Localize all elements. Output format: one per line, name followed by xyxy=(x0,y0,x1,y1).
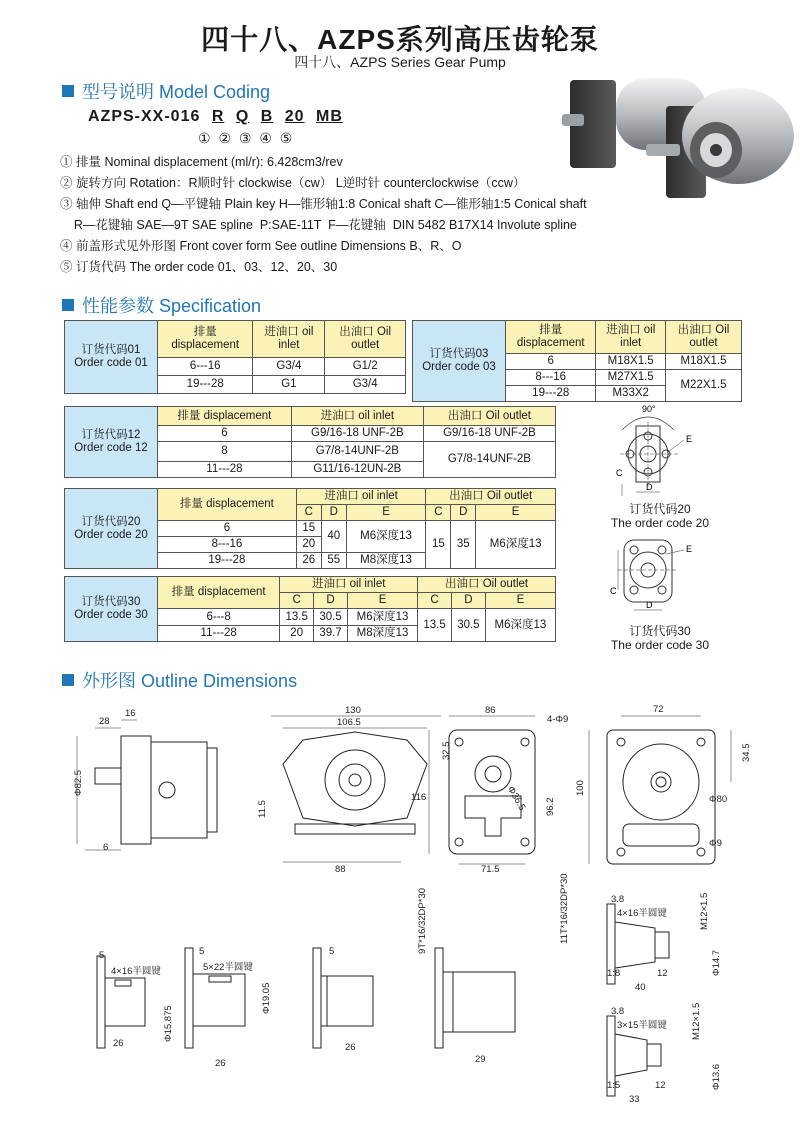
outline-drawings xyxy=(55,700,755,1120)
side-view xyxy=(77,720,217,850)
table-cell: M8深度13 xyxy=(347,626,417,642)
header-cell: C xyxy=(296,505,321,521)
dim-label: 12 xyxy=(657,968,668,979)
dim-label: 100 xyxy=(575,780,586,796)
table-cell: G7/8-14UNF-2B xyxy=(423,442,555,478)
item-rotation: ② 旋转方向 Rotation：R顺时针 clockwise（cw） L逆时针 counterclockwise（ccw） xyxy=(60,176,526,190)
bullet-square-icon xyxy=(62,674,74,686)
table-label: 订货代码01 xyxy=(81,344,141,356)
model-code-part: MB xyxy=(316,108,343,125)
dim-label: 4×16半圆键 xyxy=(111,966,161,977)
table-label: 订货代码30 xyxy=(81,596,141,608)
model-code xyxy=(88,108,349,126)
header-cell: 进油口 oil inlet xyxy=(291,407,423,426)
header-cell: 排量 displacement xyxy=(158,577,280,609)
header-cell: 排量 displacement xyxy=(158,407,292,426)
dim-label: 26 xyxy=(345,1042,356,1053)
shaft-spline-11t xyxy=(435,948,515,1048)
header-cell: 出油口 Oil outlet xyxy=(418,577,556,593)
dim-label: Φ19.05 xyxy=(261,982,272,1014)
dim-label: 33 xyxy=(629,1094,640,1105)
dim-label: 5 xyxy=(99,950,105,961)
header-cell: 进油口 oil inlet xyxy=(280,577,418,593)
dim-label: 106.5 xyxy=(337,717,361,728)
header-cell: 进油口 oil inlet xyxy=(596,321,666,354)
dim-label: 3×15半圆键 xyxy=(617,1020,667,1031)
section-model-coding xyxy=(62,78,270,104)
table-label: 订货代码03 xyxy=(429,348,489,360)
dim-label: 29 xyxy=(475,1054,486,1065)
flange-figure-20 xyxy=(600,400,710,500)
section-outline xyxy=(62,667,297,693)
fig30-caption xyxy=(580,624,740,652)
header-cell: C xyxy=(426,505,451,521)
table-label: 订货代码12 xyxy=(81,429,141,441)
header-cell: D xyxy=(321,505,346,521)
caption-line: The order code 30 xyxy=(610,638,710,652)
table-cell: M6深度13 xyxy=(476,521,556,569)
dim-label: Φ15.875 xyxy=(163,1005,174,1042)
item-order-code: ⑤ 订货代码 The order code 01、03、12、20、30 xyxy=(60,260,338,274)
table-cell: G3/4 xyxy=(253,358,325,376)
item-front-cover: ④ 前盖形式见外形图 Front cover form See outline Dimensions B、R、O xyxy=(60,239,462,253)
dim-label: 4-Φ9 xyxy=(547,714,569,725)
dim-label: 11T*16/32DP*30 xyxy=(559,873,570,944)
dim-label: 16 xyxy=(125,708,136,719)
table-label: Order code 01 xyxy=(74,357,148,369)
header-cell: 排量 displacement xyxy=(158,489,297,521)
dim-label: 86 xyxy=(485,705,496,716)
table-cell: G9/16-18 UNF-2B xyxy=(291,426,423,442)
page-subtitle: 四十八、AZPS Series Gear Pump xyxy=(294,54,506,70)
section-specification xyxy=(62,292,261,318)
dim-label: M12×1.5 xyxy=(691,1002,702,1040)
table-cell: 20 xyxy=(280,626,314,642)
table-cell: M6深度13 xyxy=(485,609,555,642)
dim-label: Φ9 xyxy=(709,838,722,849)
model-code-part: 20 xyxy=(284,108,305,125)
model-code-part: R xyxy=(211,108,225,125)
header-cell: 排量 displacement xyxy=(506,321,596,354)
header-cell: 进油口 oil inlet xyxy=(296,489,426,505)
page-title: 四十八、AZPS系列高压齿轮泵 xyxy=(201,24,599,55)
table-order-code-30 xyxy=(64,576,556,642)
table-cell: G7/8-14UNF-2B xyxy=(291,442,423,462)
header-cell: 出油口 Oil outlet xyxy=(423,407,555,426)
table-cell: M18X1.5 xyxy=(665,354,741,370)
table-cell: 26 xyxy=(296,553,321,569)
dim-label: 5 xyxy=(199,946,205,957)
table-cell: 15 xyxy=(296,521,321,537)
dim-label: Φ36.5 xyxy=(504,784,528,813)
dim-label: 26 xyxy=(215,1058,226,1069)
dim-label: 26 xyxy=(113,1038,124,1049)
table-cell: 15 xyxy=(426,521,451,569)
dim-label: D xyxy=(646,600,653,610)
dim-label: 72 xyxy=(653,704,664,715)
dim-label: 130 xyxy=(345,705,361,716)
section-label: 性能参数 Specification xyxy=(82,296,262,316)
table-cell: M27X1.5 xyxy=(596,370,666,386)
item-shaft-end: ③ 轴伸 Shaft end Q—平键轴 Plain key H—锥形轴1:8 Conical shaft C—锥形轴1:5 Conical shaft xyxy=(60,197,587,211)
table-cell: 35 xyxy=(451,521,476,569)
dim-label: 40 xyxy=(635,982,646,993)
header-cell: 出油口 Oil outlet xyxy=(665,321,741,354)
table-cell: 6 xyxy=(506,354,596,370)
table-cell: 19---28 xyxy=(506,386,596,402)
dim-label: 4×16半圆键 xyxy=(617,908,667,919)
dim-label: 1:5 xyxy=(607,1080,621,1091)
bullet-square-icon xyxy=(62,299,74,311)
flange-figure-30 xyxy=(600,534,710,620)
table-order-code-01 xyxy=(64,320,406,394)
table-cell: 6---8 xyxy=(158,609,280,626)
item-shaft-end-2: R—花键轴 SAE—9T SAE spline P:SAE-11T F—花键轴 DIN 5482 B17X14 Involute spline xyxy=(60,218,577,232)
table-cell: 30.5 xyxy=(314,609,348,626)
dim-label: 96.2 xyxy=(545,797,556,816)
bullet-square-icon xyxy=(62,85,74,97)
dim-label: Φ82.5 xyxy=(73,769,84,796)
table-cell: 55 xyxy=(321,553,346,569)
dim-label: 3.8 xyxy=(611,1006,625,1017)
table-cell: 6---16 xyxy=(158,358,253,376)
header-cell: E xyxy=(347,593,417,609)
header-cell: C xyxy=(280,593,314,609)
header-cell: D xyxy=(451,505,476,521)
header-cell: 进油口 oil inlet xyxy=(253,321,325,358)
table-label: Order code 03 xyxy=(422,361,496,373)
table-cell: M6深度13 xyxy=(346,521,426,553)
header-cell: 排量 displacement xyxy=(158,321,253,358)
table-cell: 11---28 xyxy=(158,626,280,642)
table-cell: 6 xyxy=(158,426,292,442)
header-cell: D xyxy=(314,593,348,609)
table-cell: 13.5 xyxy=(280,609,314,626)
dim-label: E xyxy=(686,544,693,554)
dim-label: 32.5 xyxy=(441,741,452,760)
dim-label: Φ13.6 xyxy=(711,1063,722,1090)
caption-line: The order code 20 xyxy=(610,516,710,530)
model-code-part: B xyxy=(260,108,274,125)
table-cell: G11/16-12UN-2B xyxy=(291,462,423,478)
table-cell: 13.5 xyxy=(418,609,452,642)
table-label: Order code 12 xyxy=(74,442,148,454)
dim-label: C xyxy=(610,586,617,596)
dim-label: Φ14.7 xyxy=(711,949,722,976)
header-cell: E xyxy=(485,593,555,609)
dim-label: 5×22半圆键 xyxy=(203,962,253,973)
caption-line: 订货代码20 xyxy=(629,502,691,516)
table-cell: 19---28 xyxy=(158,553,297,569)
table-cell: G9/16-18 UNF-2B xyxy=(423,426,555,442)
shaft-spline-9t xyxy=(313,948,373,1048)
model-code-prefix: AZPS-XX-016 xyxy=(88,108,201,125)
header-cell: E xyxy=(476,505,556,521)
dim-label: 34.5 xyxy=(741,743,752,762)
dim-label: 116 xyxy=(411,792,427,803)
dim-label: E xyxy=(686,434,693,444)
table-order-code-20 xyxy=(64,488,556,569)
table-cell: M18X1.5 xyxy=(596,354,666,370)
header-cell: 出油口 Oil outlet xyxy=(325,321,406,358)
item-displacement: ① 排量 Nominal displacement (ml/r): 6.428cm3/rev xyxy=(60,155,343,169)
caption-line: 订货代码30 xyxy=(629,624,691,638)
table-cell: 39.7 xyxy=(314,626,348,642)
table-cell: 8---16 xyxy=(158,537,297,553)
model-code-part: Q xyxy=(235,108,250,125)
table-cell: M6深度13 xyxy=(347,609,417,626)
dim-label: C xyxy=(616,468,623,478)
table-cell: 20 xyxy=(296,537,321,553)
gear-pump-photo xyxy=(562,66,798,200)
dim-label: Φ80 xyxy=(709,794,728,805)
cover-view xyxy=(429,716,535,864)
dim-label: 1:8 xyxy=(607,968,621,979)
model-code-items xyxy=(60,152,587,278)
front-view xyxy=(271,716,441,862)
dim-label: 9T*16/32DP*30 xyxy=(417,887,428,954)
header-cell: C xyxy=(418,593,452,609)
table-cell: G3/4 xyxy=(325,376,406,394)
section-label: 外形图 Outline Dimensions xyxy=(82,671,298,691)
table-cell: 40 xyxy=(321,521,346,553)
dim-label: D xyxy=(646,482,653,492)
table-cell: G1/2 xyxy=(325,358,406,376)
dim-label: 88 xyxy=(335,864,346,875)
table-cell: 30.5 xyxy=(451,609,485,642)
table-label: Order code 30 xyxy=(74,609,148,621)
table-cell: M33X2 xyxy=(596,386,666,402)
dim-label: 12 xyxy=(655,1080,666,1091)
header-cell: E xyxy=(346,505,426,521)
table-cell: 8 xyxy=(158,442,292,462)
section-label: 型号说明 Model Coding xyxy=(82,82,271,102)
angle-label: 90° xyxy=(642,404,656,414)
dim-label: 6 xyxy=(103,842,109,853)
table-cell: G1 xyxy=(253,376,325,394)
dim-label: 71.5 xyxy=(481,864,500,875)
table-order-code-12 xyxy=(64,406,556,478)
table-order-code-03 xyxy=(412,320,742,402)
table-cell: M22X1.5 xyxy=(665,370,741,402)
table-cell: M8深度13 xyxy=(346,553,426,569)
table-label: 订货代码20 xyxy=(81,515,141,528)
header-cell: D xyxy=(451,593,485,609)
dim-label: 28 xyxy=(99,716,110,727)
fig20-caption xyxy=(580,502,740,530)
dim-label: 11.5 xyxy=(257,800,268,818)
dim-label: 3.8 xyxy=(611,894,625,905)
dim-label: 5 xyxy=(329,946,335,957)
header-cell: 出油口 Oil outlet xyxy=(426,489,556,505)
model-code-numbers: ① ② ③ ④ ⑤ xyxy=(198,130,293,146)
table-cell: 19---28 xyxy=(158,376,253,394)
table-cell: 11---28 xyxy=(158,462,292,478)
table-cell: 6 xyxy=(158,521,297,537)
dim-label: M12×1.5 xyxy=(699,892,710,930)
table-cell: 8---16 xyxy=(506,370,596,386)
table-label: Order code 20 xyxy=(74,528,148,541)
